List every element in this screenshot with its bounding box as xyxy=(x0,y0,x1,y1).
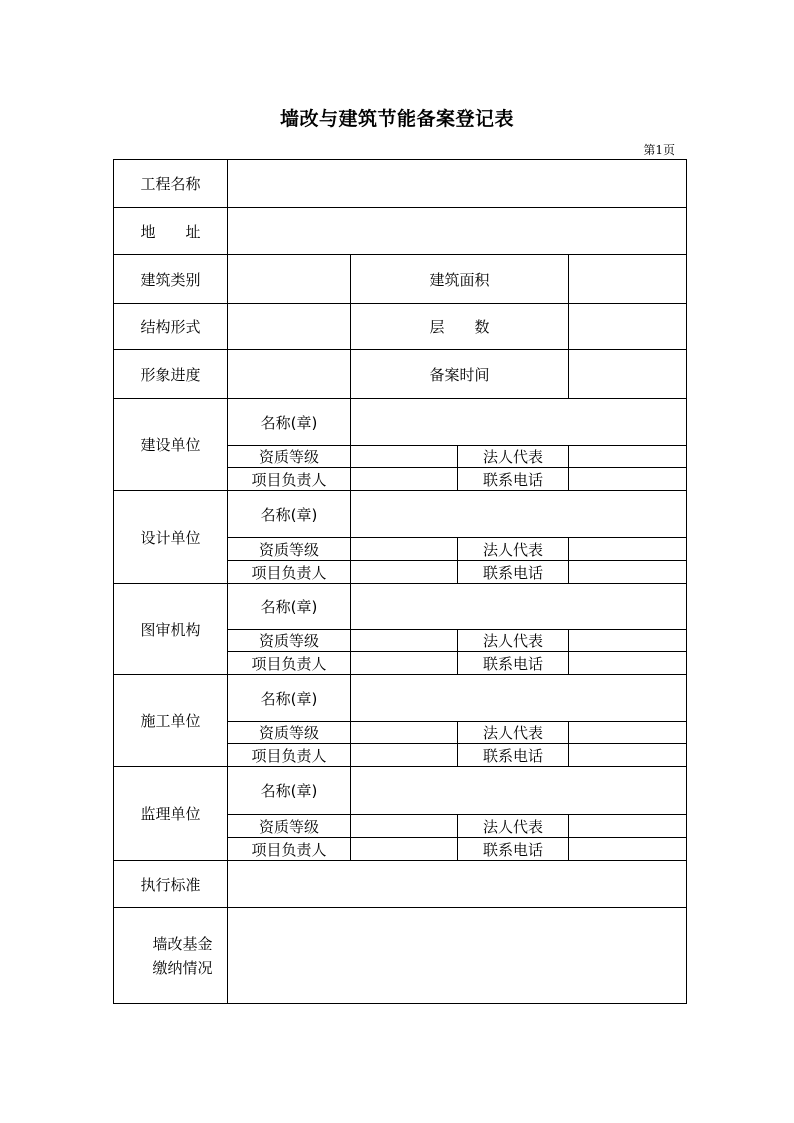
fund-payment-value[interactable] xyxy=(228,908,687,1004)
unit-name-label: 名称(章) xyxy=(228,767,351,815)
structure-form-value[interactable] xyxy=(228,304,351,350)
floors-label: 层 数 xyxy=(351,304,569,350)
phone-value[interactable] xyxy=(569,652,687,675)
phone-value[interactable] xyxy=(569,838,687,861)
phone-value[interactable] xyxy=(569,744,687,767)
project-lead-value[interactable] xyxy=(351,652,458,675)
qualification-value[interactable] xyxy=(351,538,458,561)
qualification-value[interactable] xyxy=(351,722,458,744)
unit-name-value[interactable] xyxy=(351,675,687,722)
qualification-value[interactable] xyxy=(351,815,458,838)
qualification-value[interactable] xyxy=(351,446,458,468)
qualification-label: 资质等级 xyxy=(228,446,351,468)
form-title: 墙改与建筑节能备案登记表 xyxy=(279,108,514,130)
address-value[interactable] xyxy=(228,208,687,255)
project-name-value[interactable] xyxy=(228,160,687,208)
registration-form-table xyxy=(113,159,687,1004)
legal-rep-label: 法人代表 xyxy=(458,815,569,838)
phone-label: 联系电话 xyxy=(458,652,569,675)
fund-label-line1: 墙改基金 xyxy=(152,934,213,953)
fund-payment-label xyxy=(114,908,228,1004)
unit-label: 施工单位 xyxy=(114,675,228,767)
unit-name-label: 名称(章) xyxy=(228,491,351,538)
phone-label: 联系电话 xyxy=(458,561,569,584)
unit-name-value[interactable] xyxy=(351,767,687,815)
qualification-label: 资质等级 xyxy=(228,722,351,744)
legal-rep-value[interactable] xyxy=(569,446,687,468)
address-label: 地 址 xyxy=(114,208,228,255)
phone-label: 联系电话 xyxy=(458,468,569,491)
unit-name-value[interactable] xyxy=(351,491,687,538)
project-lead-value[interactable] xyxy=(351,468,458,491)
phone-label: 联系电话 xyxy=(458,744,569,767)
unit-name-label: 名称(章) xyxy=(228,675,351,722)
legal-rep-label: 法人代表 xyxy=(458,538,569,561)
unit-label: 图审机构 xyxy=(114,584,228,675)
project-lead-value[interactable] xyxy=(351,561,458,584)
building-area-label: 建筑面积 xyxy=(351,255,569,304)
legal-rep-label: 法人代表 xyxy=(458,630,569,652)
phone-value[interactable] xyxy=(569,468,687,491)
filing-time-value[interactable] xyxy=(569,350,687,399)
filing-time-label: 备案时间 xyxy=(351,350,569,399)
unit-name-value[interactable] xyxy=(351,399,687,446)
standard-value[interactable] xyxy=(228,861,687,908)
unit-name-label: 名称(章) xyxy=(228,584,351,630)
phone-value[interactable] xyxy=(569,561,687,584)
building-area-value[interactable] xyxy=(569,255,687,304)
legal-rep-value[interactable] xyxy=(569,538,687,561)
qualification-label: 资质等级 xyxy=(228,538,351,561)
project-lead-label: 项目负责人 xyxy=(228,744,351,767)
project-lead-label: 项目负责人 xyxy=(228,468,351,491)
unit-label: 监理单位 xyxy=(114,767,228,861)
building-type-value[interactable] xyxy=(228,255,351,304)
qualification-label: 资质等级 xyxy=(228,630,351,652)
qualification-label: 资质等级 xyxy=(228,815,351,838)
legal-rep-value[interactable] xyxy=(569,815,687,838)
project-lead-value[interactable] xyxy=(351,744,458,767)
fund-label-line2: 缴纳情况 xyxy=(152,958,213,977)
floors-value[interactable] xyxy=(569,304,687,350)
legal-rep-label: 法人代表 xyxy=(458,446,569,468)
building-type-label: 建筑类别 xyxy=(114,255,228,304)
project-lead-value[interactable] xyxy=(351,838,458,861)
legal-rep-value[interactable] xyxy=(569,630,687,652)
unit-label: 建设单位 xyxy=(114,399,228,491)
project-lead-label: 项目负责人 xyxy=(228,561,351,584)
project-lead-label: 项目负责人 xyxy=(228,652,351,675)
project-name-label: 工程名称 xyxy=(114,160,228,208)
progress-value[interactable] xyxy=(228,350,351,399)
qualification-value[interactable] xyxy=(351,630,458,652)
standard-label: 执行标准 xyxy=(114,861,228,908)
legal-rep-value[interactable] xyxy=(569,722,687,744)
page-number: 第1页 xyxy=(643,143,675,157)
unit-name-label: 名称(章) xyxy=(228,399,351,446)
legal-rep-label: 法人代表 xyxy=(458,722,569,744)
project-lead-label: 项目负责人 xyxy=(228,838,351,861)
unit-name-value[interactable] xyxy=(351,584,687,630)
phone-label: 联系电话 xyxy=(458,838,569,861)
progress-label: 形象进度 xyxy=(114,350,228,399)
structure-form-label: 结构形式 xyxy=(114,304,228,350)
unit-label: 设计单位 xyxy=(114,491,228,584)
